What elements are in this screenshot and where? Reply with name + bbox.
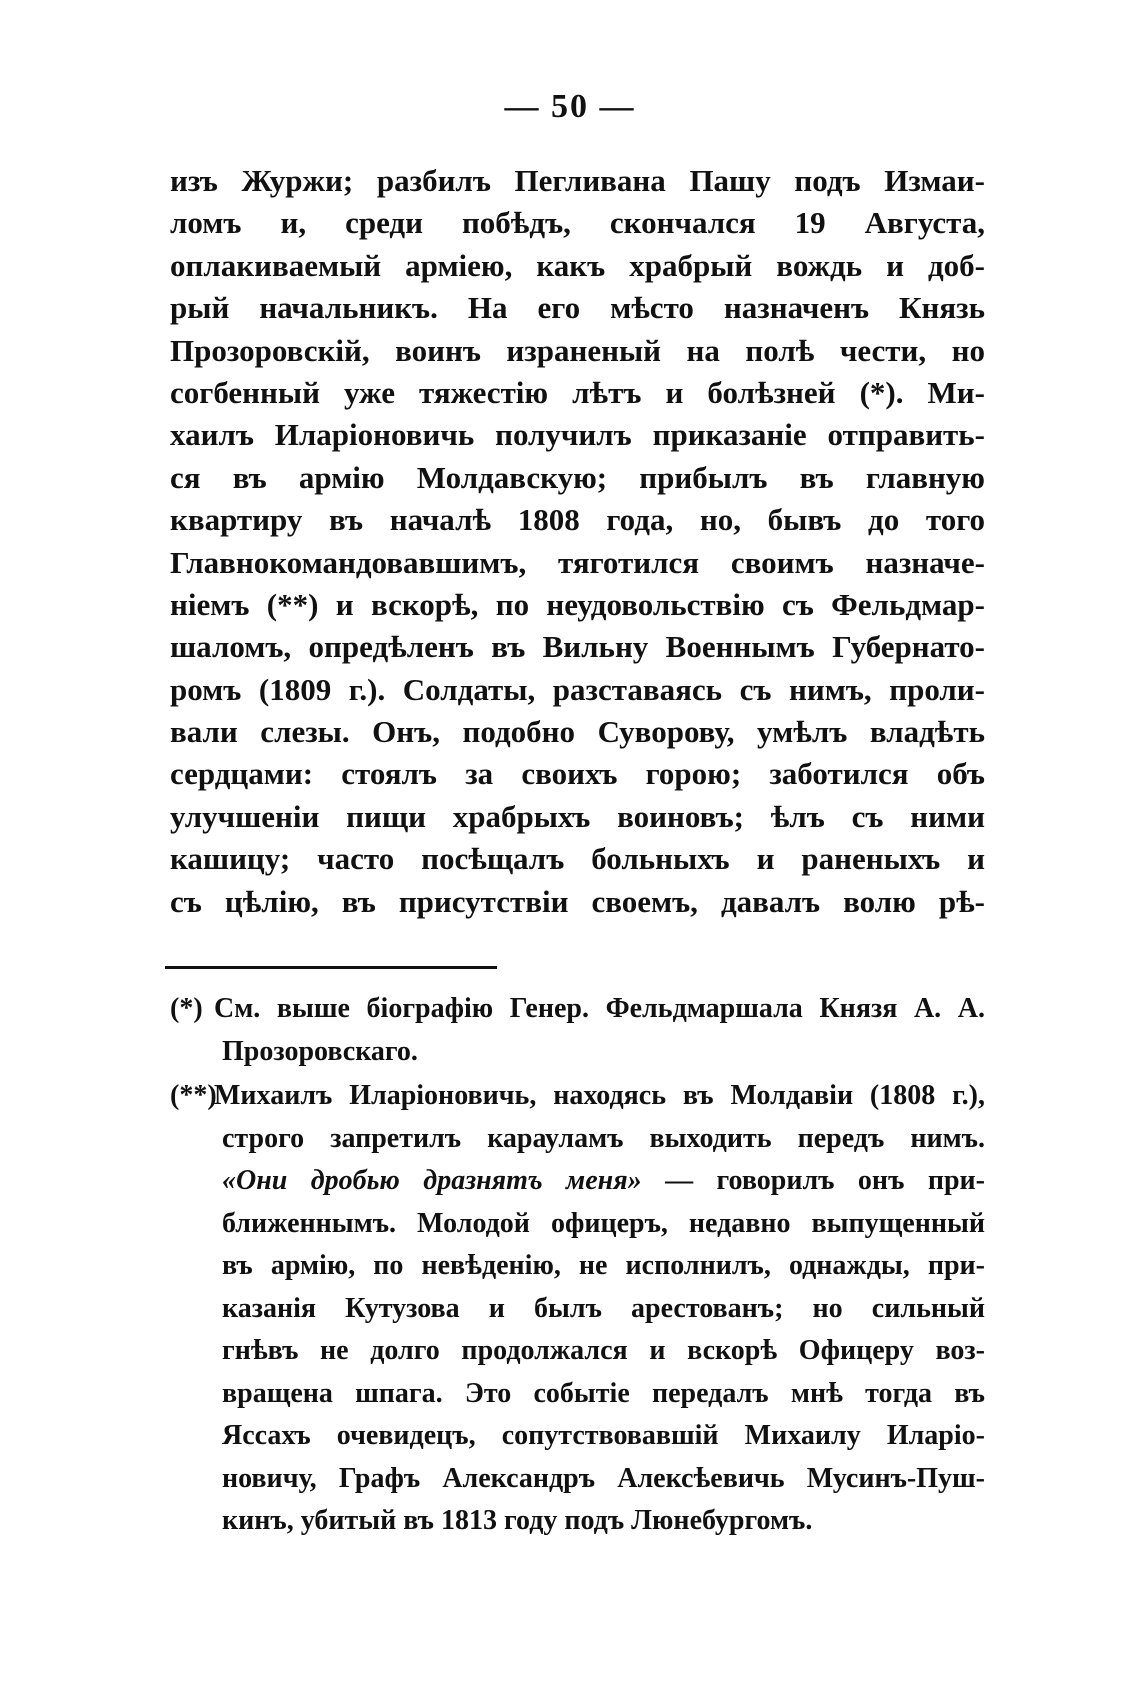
text-line: вали слезы. Онъ, подобно Суворову, умѣлъ владѣть	[170, 714, 985, 750]
text-line: согбенный уже тяжестію лѣтъ и болѣзней (*). Ми-	[170, 374, 985, 410]
footnote-marker: (*)	[170, 993, 203, 1024]
text-line: кашицу; часто посѣщалъ больныхъ и раненыхъ и	[170, 841, 985, 877]
footnote-line: новичу, Графъ Александръ Алексѣевичь Мусинъ-Пуш-	[222, 1462, 985, 1494]
quote-text: «Они дробью дразнятъ меня»	[222, 1165, 642, 1196]
text-line: ніемъ (**) и вскорѣ, по неудовольствію съ Фельдмар-	[170, 586, 985, 622]
page-number: — 50 —	[504, 88, 636, 125]
footnote-1	[170, 988, 985, 1073]
text-line: ромъ (1809 г.). Солдаты, разставаясь съ нимъ, проли-	[170, 671, 985, 707]
text-line: съ цѣлію, въ присутствіи своемъ, давалъ волю рѣ-	[170, 883, 985, 919]
text-line: ся въ армію Молдавскую; прибылъ въ главную	[170, 459, 985, 495]
footnote-2	[170, 1075, 985, 1543]
footnotes	[170, 988, 985, 1543]
text-line: Главнокомандовавшимъ, тяготился своимъ назначе-	[170, 544, 985, 580]
text-line: рый начальникъ. На его мѣсто назначенъ Князь	[170, 290, 985, 326]
footnote-line: Прозоровскаго.	[222, 1035, 418, 1067]
footnote-line	[170, 1075, 985, 1118]
footnote-line	[170, 1160, 985, 1203]
text-line: оплакиваемый арміею, какъ храбрый вождь и доб-	[170, 247, 985, 283]
text-line: изъ Журжи; разбилъ Пегливана Пашу подъ Измаи-	[170, 163, 985, 198]
text-line: хаилъ Иларіоновичь получилъ приказаніе отправить-	[170, 417, 985, 453]
footnote-text: — говорилъ онъ при-	[665, 1165, 985, 1196]
footnote-marker: (**)	[170, 1080, 217, 1111]
text-line: квартиру въ началѣ 1808 года, но, бывъ до того	[170, 502, 985, 538]
text-line: улучшеніи пищи храбрыхъ воиновъ; ѣлъ съ ними	[170, 798, 985, 834]
main-text	[170, 160, 985, 923]
footnote-line: гнѣвъ не долго продолжался и вскорѣ Офицеру воз-	[222, 1335, 985, 1366]
footnote-line: въ армію, по невѣденію, не исполнилъ, однажды, при-	[222, 1250, 985, 1281]
footnote-text: Михаилъ Иларіоновичь, находясь въ Молдавіи (1808 г.),	[214, 1080, 985, 1111]
text-line: шаломъ, опредѣленъ въ Вильну Военнымъ Губернато-	[170, 629, 985, 665]
footnote-line: ближеннымъ. Молодой офицеръ, недавно выпущенный	[222, 1207, 985, 1239]
text-line: ломъ и, среди побѣдъ, скончался 19 Августа,	[170, 205, 985, 241]
footnote-text: См. выше біографію Генер. Фельдмаршала Князя А. А.	[214, 993, 985, 1024]
footnote-line	[170, 988, 985, 1031]
footnote-divider	[165, 966, 497, 969]
footnote-line: кинъ, убитый въ 1813 году подъ Люнебургомъ.	[222, 1505, 813, 1536]
footnote-line: вращена шпага. Это событіе передалъ мнѣ тогда въ	[222, 1377, 985, 1409]
text-line: сердцами: стоялъ за своихъ горою; заботился объ	[170, 756, 985, 792]
footnote-line: Яссахъ очевидецъ, сопутствовавшій Михаилу Иларіо-	[222, 1420, 985, 1451]
text-line: Прозоровскій, воинъ израненый на полѣ чести, но	[170, 332, 985, 368]
footnote-line: строго запретилъ карауламъ выходить передъ нимъ.	[222, 1122, 985, 1154]
footnote-line: казанія Кутузова и былъ арестованъ; но сильный	[222, 1292, 985, 1324]
